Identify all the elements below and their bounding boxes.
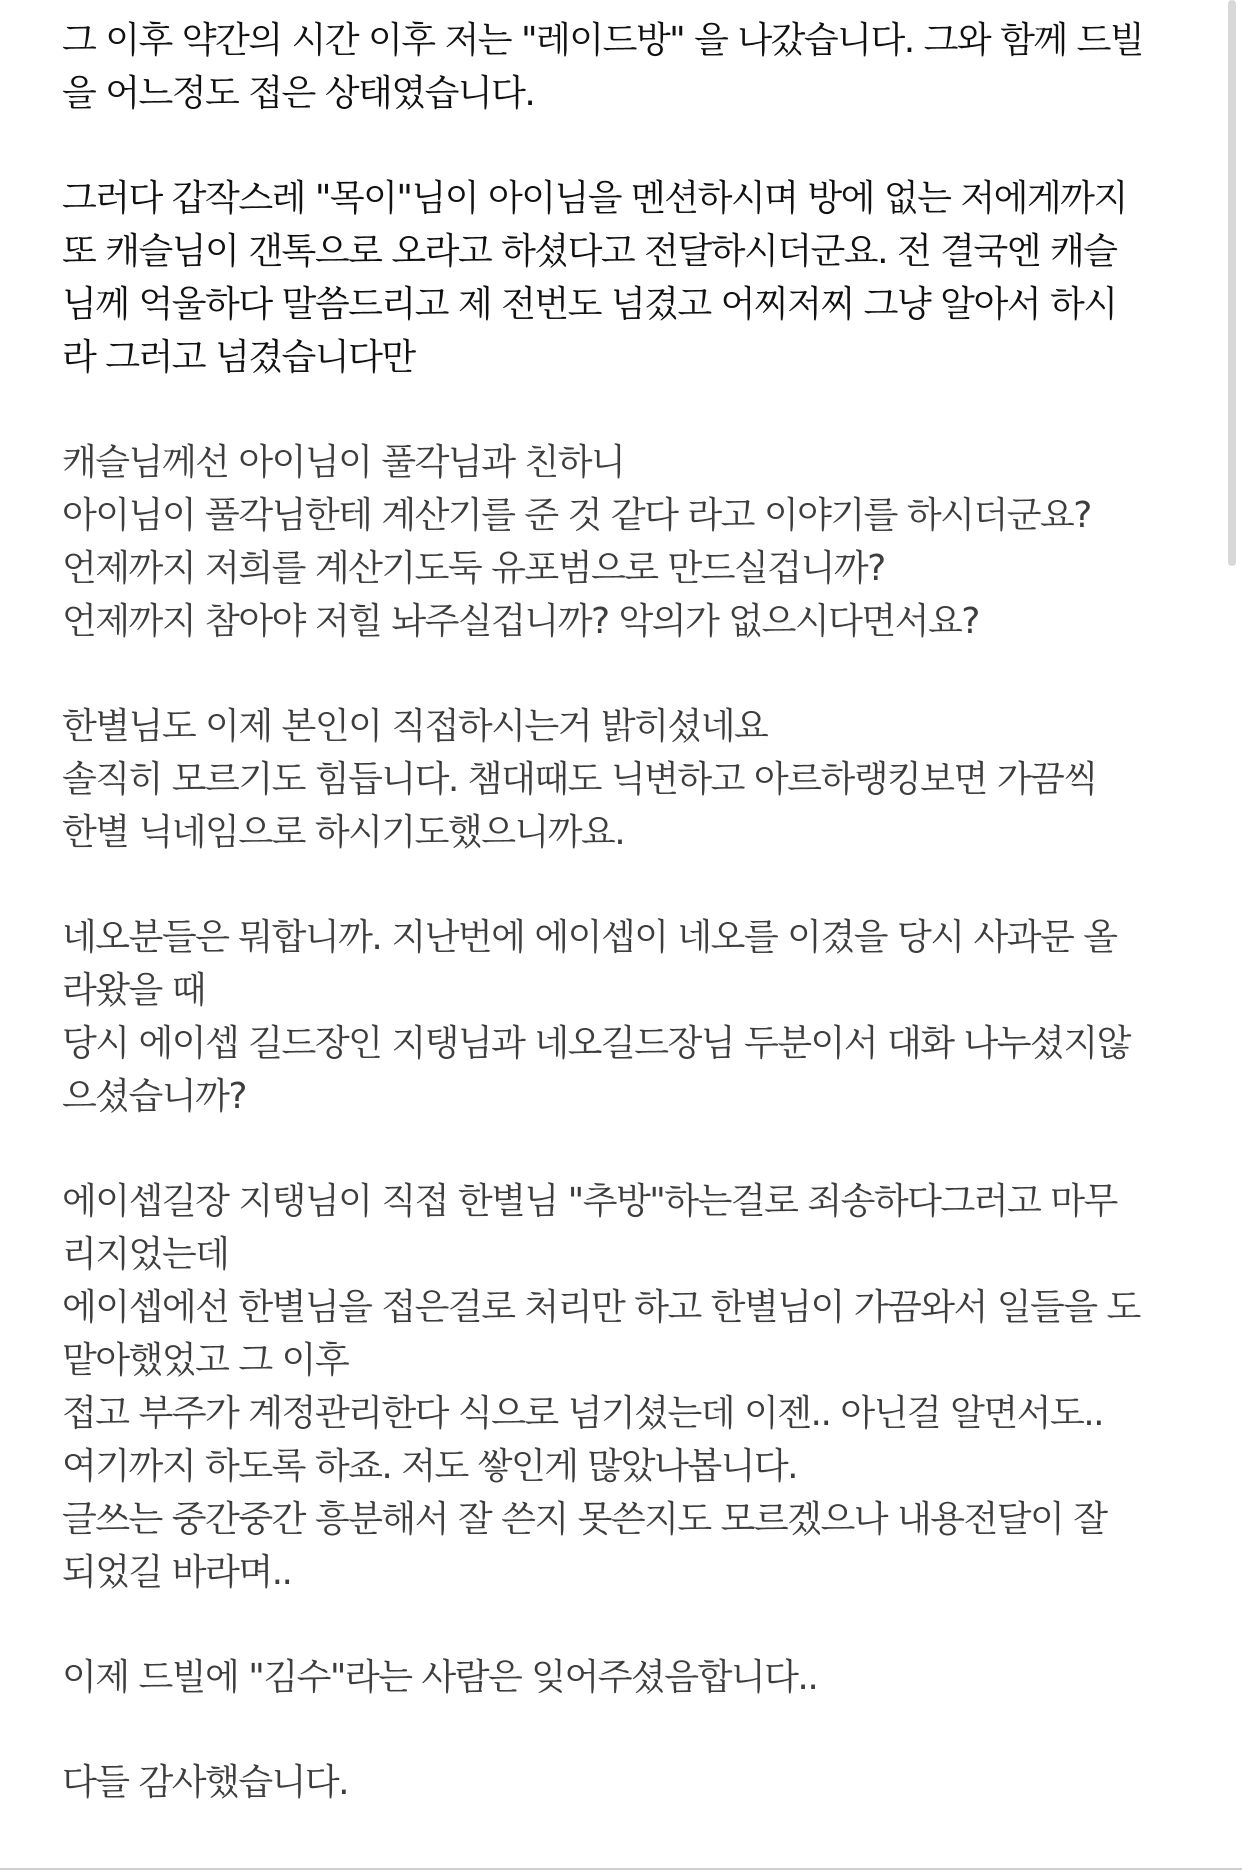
paragraph-line: 이제 드빌에 "김수"라는 사람은 잊어주셨음합니다.. — [62, 1657, 818, 1698]
scrollbar-thumb[interactable] — [1228, 0, 1236, 566]
paragraph-line: 에이셉에선 한별님을 접은걸로 처리만 하고 한별님이 가끔와서 일들을 도 — [62, 1287, 1140, 1328]
post-paragraph — [62, 14, 1182, 120]
paragraph-line: 접고 부주가 계정관리한다 식으로 넘기셨는데 이젠.. 아닌걸 알면서도.. — [62, 1393, 1104, 1434]
paragraph-line: 을 어느정도 접은 상태였습니다. — [62, 73, 535, 114]
paragraph-line: 솔직히 모르기도 힘듭니다. 챔대때도 닉변하고 아르하랭킹보면 가끔씩 — [62, 759, 1097, 800]
post-paragraph — [62, 700, 1182, 859]
paragraph-line: 님께 억울하다 말씀드리고 제 전번도 넘겼고 어찌저찌 그냥 알아서 하시 — [62, 284, 1117, 325]
paragraph-line: 당시 에이셉 길드장인 지탱님과 네오길드장님 두분이서 대화 나누셨지않 — [62, 1023, 1130, 1064]
paragraph-line: 네오분들은 뭐합니까. 지난번에 에이셉이 네오를 이겼을 당시 사과문 올 — [62, 917, 1117, 958]
paragraph-line: 에이셉길장 지탱님이 직접 한별님 "추방"하는걸로 죄송하다그러고 마무 — [62, 1181, 1117, 1222]
paragraph-line: 맡아했었고 그 이후 — [62, 1340, 349, 1381]
paragraph-line: 되었길 바라며.. — [62, 1552, 292, 1593]
paragraph-line: 캐슬님께선 아이님이 풀각님과 친하니 — [62, 442, 625, 483]
post-body — [62, 14, 1182, 1861]
paragraph-line: 그러다 갑작스레 "목이"님이 아이님을 멘션하시며 방에 없는 저에게까지 — [62, 178, 1127, 219]
paragraph-line: 한별 닉네임으로 하시기도했으니까요. — [62, 812, 625, 853]
paragraph-line: 또 캐슬님이 갠톡으로 오라고 하셨다고 전달하시더군요. 전 결국엔 캐슬 — [62, 231, 1117, 272]
paragraph-line: 다들 감사했습니다. — [62, 1762, 349, 1803]
paragraph-line: 리지었는데 — [62, 1234, 229, 1275]
paragraph-line: 한별님도 이제 본인이 직접하시는거 밝히셨네요 — [62, 706, 768, 747]
post-paragraph — [62, 1756, 1182, 1809]
paragraph-line: 언제까지 참아야 저힐 놔주실겁니까? 악의가 없으시다면서요? — [62, 601, 979, 642]
post-paragraph — [62, 172, 1182, 384]
post-paragraph — [62, 436, 1182, 648]
paragraph-line: 여기까지 하도록 하죠. 저도 쌓인게 많았나봅니다. — [62, 1446, 798, 1487]
paragraph-line: 언제까지 저희를 계산기도둑 유포범으로 만드실겁니까? — [62, 548, 885, 589]
post-paragraph — [62, 1175, 1182, 1599]
paragraph-line: 으셨습니까? — [62, 1076, 246, 1117]
paragraph-line: 라 그러고 넘겼습니다만 — [62, 337, 415, 378]
paragraph-line: 아이님이 풀각님한테 계산기를 준 것 같다 라고 이야기를 하시더군요? — [62, 495, 1091, 536]
paragraph-line: 글쓰는 중간중간 흥분해서 잘 쓴지 못쓴지도 모르겠으나 내용전달이 잘 — [62, 1499, 1107, 1540]
paragraph-line: 그 이후 약간의 시간 이후 저는 "레이드방" 을 나갔습니다. 그와 함께 드빌 — [62, 20, 1144, 61]
post-paragraph — [62, 911, 1182, 1123]
post-paragraph — [62, 1651, 1182, 1704]
paragraph-line: 라왔을 때 — [62, 970, 206, 1011]
